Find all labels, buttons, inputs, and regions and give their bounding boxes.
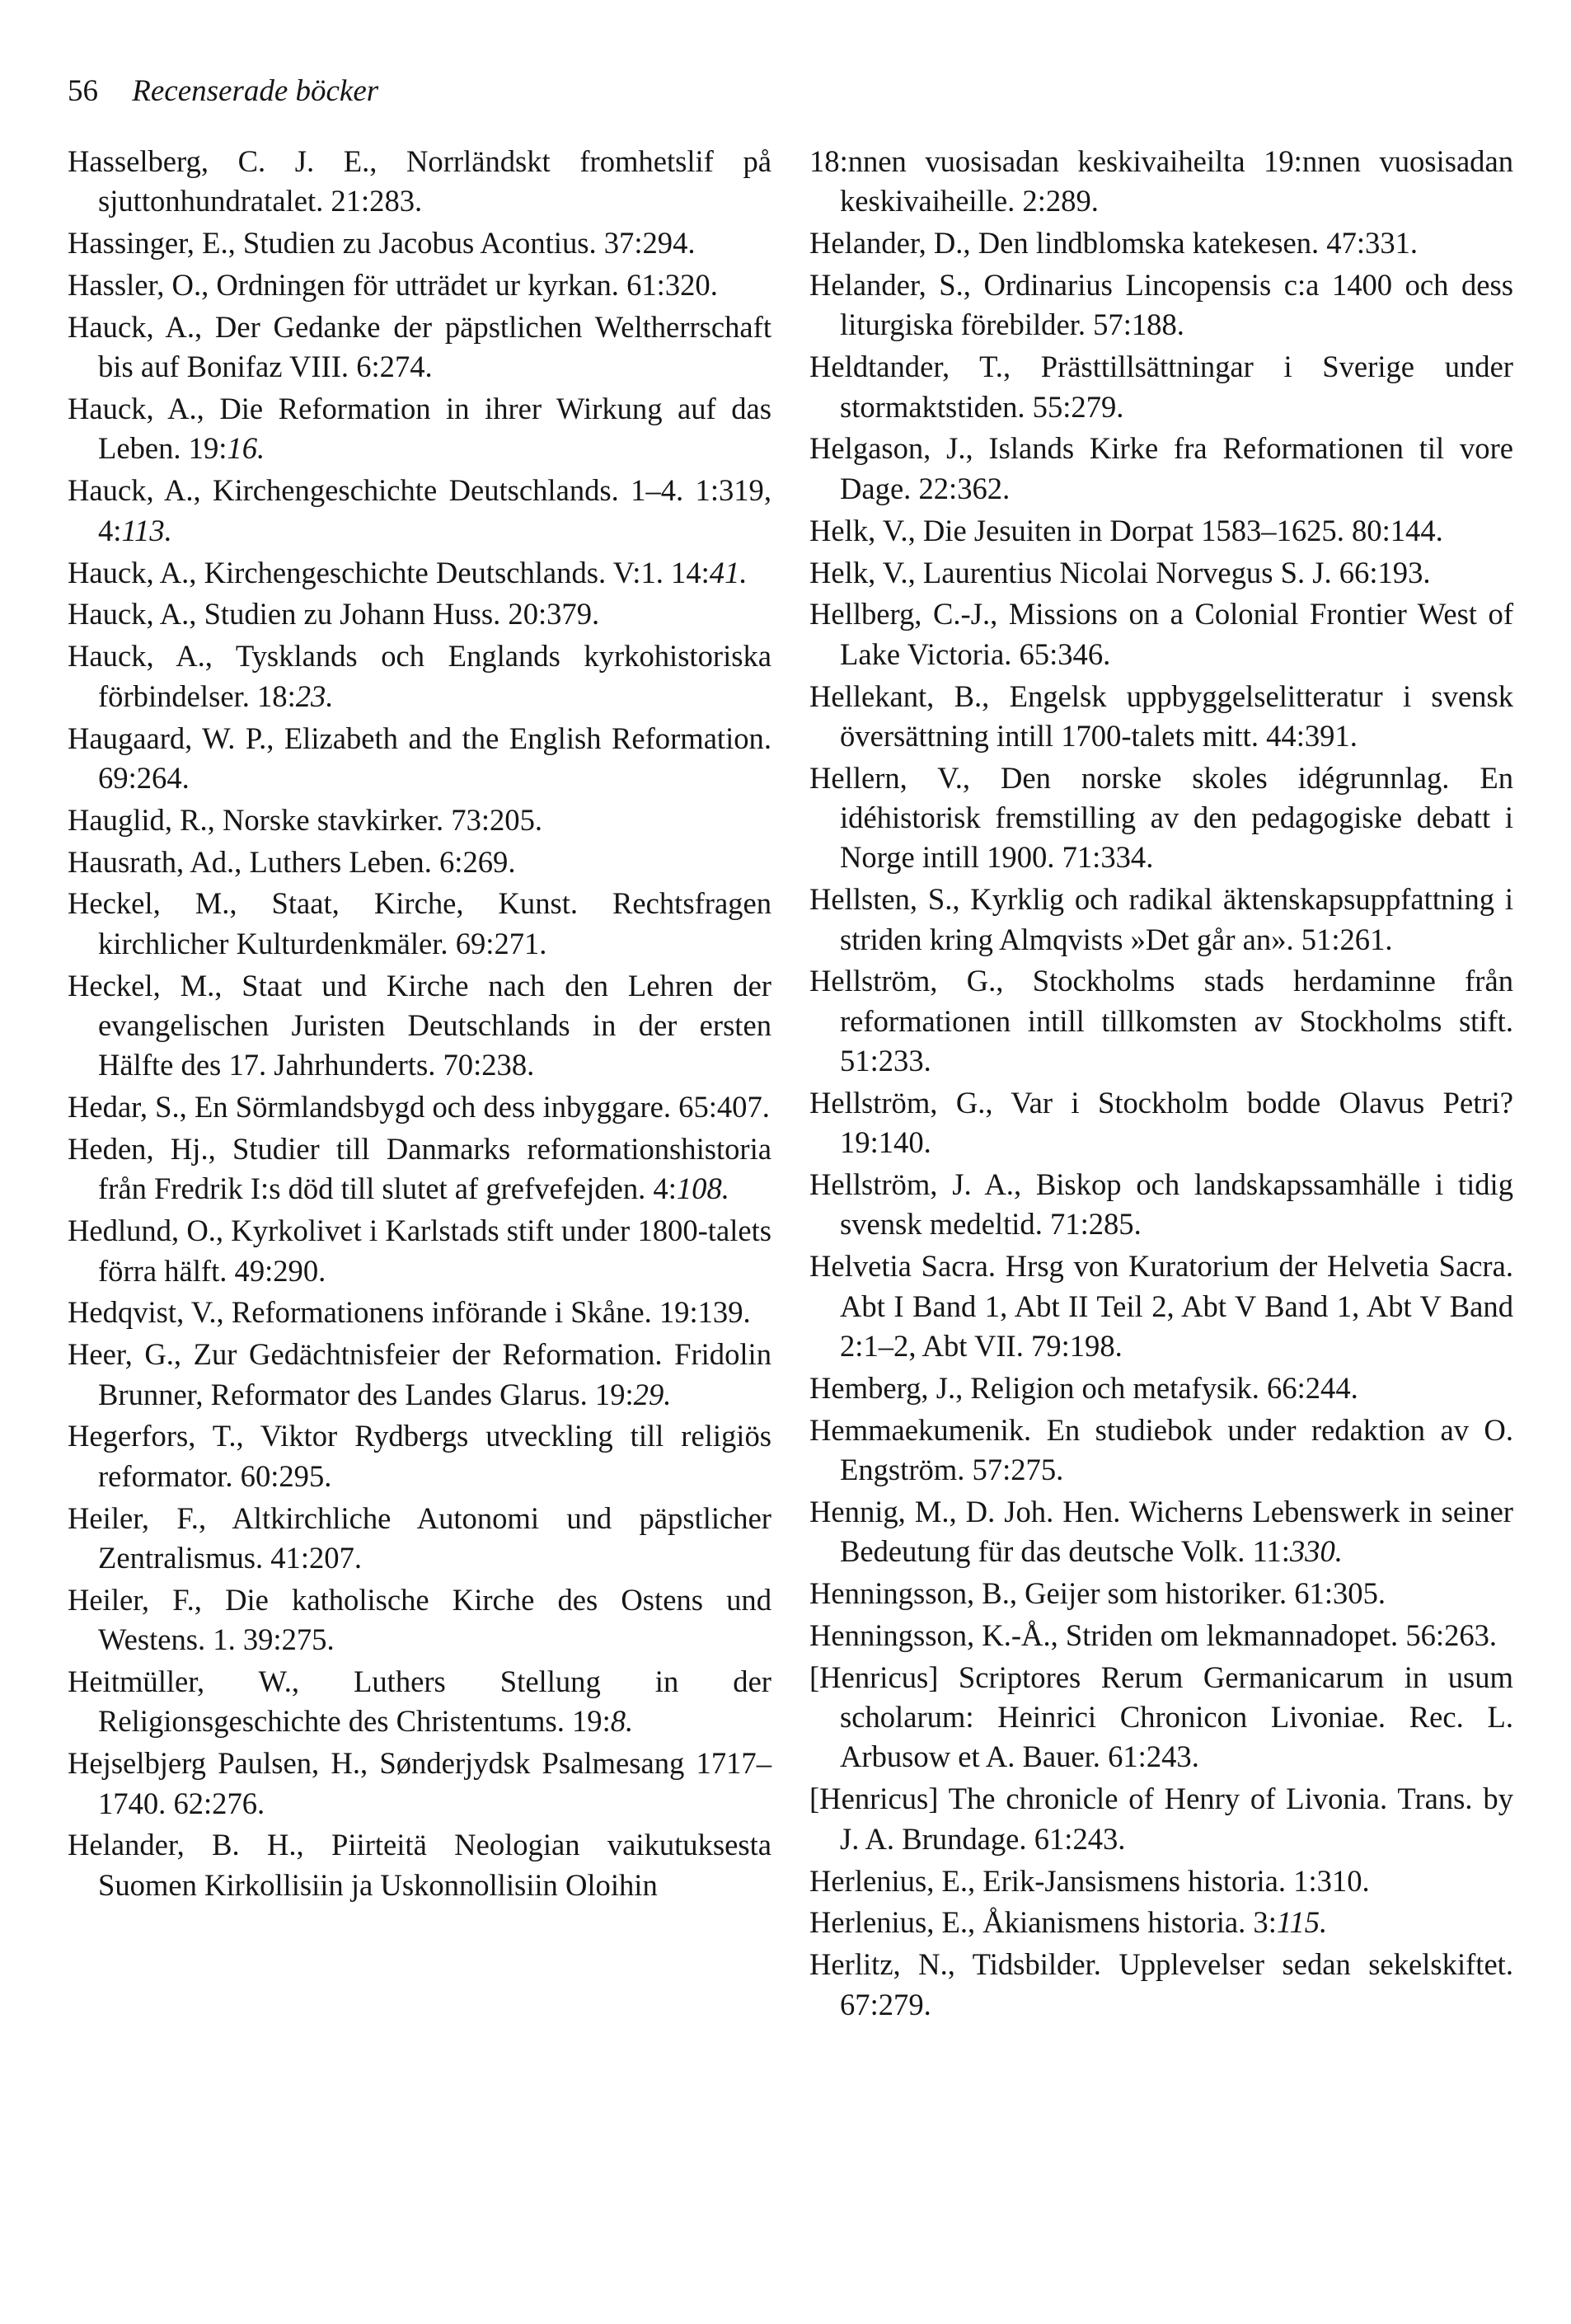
index-entry	[809, 1411, 1513, 1491]
entry-text: Hellberg, C.-J., Missions on a Colonial Frontier West of Lake Victoria. 65:346.	[809, 597, 1513, 671]
entry-text: Heiler, F., Altkirchliche Autonomi und päpstlicher Zentralismus. 41:207.	[68, 1500, 771, 1575]
entry-page-ref: 115.	[1276, 1905, 1328, 1940]
entry-text: Hejselbjerg Paulsen, H., Sønderjydsk Psalmesang 1717–1740. 62:276.	[68, 1746, 771, 1820]
entry-text: Hausrath, Ad., Luthers Leben. 6:269.	[68, 844, 516, 879]
entry-text: Hauck, A., Studien zu Johann Huss. 20:379.	[68, 597, 600, 631]
entry-text: Hellsten, S., Kyrklig och radikal äktenskapsuppfattning i striden kring Almqvists »Det går an». 51:261.	[809, 882, 1513, 956]
index-entry	[809, 1779, 1513, 1859]
index-entry	[809, 223, 1513, 263]
index-entry	[68, 966, 771, 1086]
entry-text: Hennig, M., D. Joh. Hen. Wicherns Lebenswerk in seiner Bedeutung für das deutsche Volk. 11:	[809, 1494, 1513, 1569]
index-entry	[809, 1903, 1513, 1942]
index-entry	[68, 223, 771, 263]
index-entry	[68, 308, 771, 387]
index-entry	[809, 594, 1513, 674]
entry-page-ref: 330.	[1289, 1534, 1343, 1569]
index-entry	[809, 1658, 1513, 1777]
entry-text: Helander, D., Den lindblomska katekesen. 47:331.	[809, 226, 1419, 261]
index-entry	[809, 961, 1513, 1081]
entry-text: Helgason, J., Islands Kirke fra Reformationen til vore Dage. 22:362.	[809, 431, 1513, 505]
index-entry	[68, 389, 771, 469]
index-entry	[809, 1616, 1513, 1655]
entry-text: Helander, S., Ordinarius Lincopensis c:a 1400 och dess liturgiska förebilder. 57:188.	[809, 268, 1513, 342]
entry-page-ref: 16.	[227, 431, 265, 466]
index-entry	[68, 884, 771, 964]
entry-text: Hauck, A., Kirchengeschichte Deutschlands. 1–4. 1:319, 4:	[68, 473, 771, 547]
entry-text: Hegerfors, T., Viktor Rydbergs utveckling till religiös reformator. 60:295.	[68, 1419, 771, 1493]
entry-text: Helander, B. H., Piirteitä Neologian vaikutuksesta Suomen Kirkollisiin ja Uskonnollisiin Oloihin	[68, 1828, 771, 1902]
index-entry	[809, 553, 1513, 593]
index-entry	[809, 1247, 1513, 1366]
entry-text: Hellström, G., Stockholms stads herdaminne från reformationen intill tillkomsten av Stockholms stift. 51:233.	[809, 964, 1513, 1078]
entry-text: Hassinger, E., Studien zu Jacobus Acontius. 37:294.	[68, 226, 696, 261]
index-entry	[68, 471, 771, 551]
entry-text: Haugaard, W. P., Elizabeth and the English Reformation. 69:264.	[68, 721, 771, 795]
entry-text: Hauck, A., Tysklands och Englands kyrkohistoriska förbindelser. 18:	[68, 639, 771, 713]
index-entry	[809, 1083, 1513, 1163]
entry-text: Hauck, A., Kirchengeschichte Deutschlands. V:1. 14:	[68, 555, 710, 589]
index-entry	[68, 1293, 771, 1332]
entry-text: Heden, Hj., Studier till Danmarks reformationshistoria från Fredrik I:s död till slutet af grefvefejden. 4:	[68, 1132, 771, 1206]
entry-text: Helk, V., Laurentius Nicolai Norvegus S. J. 66:193.	[809, 555, 1431, 589]
index-entry	[68, 719, 771, 799]
entry-text: Hauck, A., Die Reformation in ihrer Wirkung auf das Leben. 19:	[68, 392, 771, 466]
entry-page-ref: 8.	[610, 1704, 634, 1739]
index-entry	[68, 1499, 771, 1579]
entry-page-ref: 23.	[295, 678, 334, 713]
index-entry	[809, 1369, 1513, 1408]
entry-text: Hedqvist, V., Reformationens införande i Skåne. 19:139.	[68, 1295, 751, 1330]
entry-text: Hassler, O., Ordningen för utträdet ur kyrkan. 61:320.	[68, 268, 718, 303]
index-column-left	[68, 142, 771, 1908]
entry-text: Hellekant, B., Engelsk uppbyggelselitteratur i svensk översättning intill 1700-talets mitt. 44:391.	[809, 678, 1513, 753]
index-entry	[809, 880, 1513, 960]
entry-text: Helk, V., Die Jesuiten in Dorpat 1583–1625. 80:144.	[809, 513, 1443, 547]
index-entry	[809, 758, 1513, 878]
entry-text: Hemberg, J., Religion och metafysik. 66:244.	[809, 1370, 1358, 1405]
index-entry	[68, 265, 771, 305]
index-entry	[809, 677, 1513, 757]
index-entry	[809, 1574, 1513, 1613]
entry-page-ref: 29.	[633, 1377, 672, 1411]
index-entry	[68, 800, 771, 840]
index-entry	[68, 142, 771, 222]
entry-text: Hauglid, R., Norske stavkirker. 73:205.	[68, 802, 543, 837]
running-title: Recenserade böcker	[132, 74, 379, 108]
index-entry	[809, 511, 1513, 551]
index-column-right	[809, 142, 1513, 2027]
entry-text: Henningsson, B., Geijer som historiker. 61:305.	[809, 1576, 1386, 1611]
entry-text: Heer, G., Zur Gedächtnisfeier der Reformation. Fridolin Brunner, Reformator des Landes Glarus. 19:	[68, 1337, 771, 1411]
entry-text: 18:nnen vuosisadan keskivaiheilta 19:nnen vuosisadan keskivaiheille. 2:289.	[809, 144, 1513, 218]
entry-text: [Henricus] The chronicle of Henry of Livonia. Trans. by J. A. Brundage. 61:243.	[809, 1782, 1513, 1856]
entry-text: Hellström, G., Var i Stockholm bodde Olavus Petri? 19:140.	[809, 1085, 1513, 1160]
page-header	[68, 73, 378, 110]
index-entry	[68, 594, 771, 634]
page-number: 56	[68, 74, 98, 108]
index-entry	[68, 1744, 771, 1824]
index-entry	[68, 1580, 771, 1660]
entry-text: [Henricus] Scriptores Rerum Germanicarum in usum scholarum: Heinrici Chronicon Livoniae. Rec. L. Arbusow et A. Bauer. 61:243.	[809, 1660, 1513, 1774]
index-entry	[809, 265, 1513, 345]
entry-text: Hauck, A., Der Gedanke der päpstlichen Weltherrschaft bis auf Bonifaz VIII. 6:274.	[68, 309, 771, 384]
index-entry	[809, 1492, 1513, 1572]
entry-text: Hedar, S., En Sörmlandsbygd och dess inbyggare. 65:407.	[68, 1090, 770, 1124]
entry-text: Helvetia Sacra. Hrsg von Kuratorium der Helvetia Sacra. Abt I Band 1, Abt II Teil 2, Abt V Band 1, Abt V Band 2:1–2, Abt VII. 79:198.	[809, 1249, 1513, 1363]
entry-text: Hellern, V., Den norske skoles idégrunnlag. En idéhistorisk fremstilling av den pedagogiske debatt i Norge intill 1900. 71:334.	[809, 760, 1513, 875]
index-entry	[68, 1211, 771, 1291]
entry-text: Heldtander, T., Prästtillsättningar i Sverige under stormaktstiden. 55:279.	[809, 350, 1513, 424]
entry-text: Hedlund, O., Kyrkolivet i Karlstads stift under 1800-talets förra hälft. 49:290.	[68, 1214, 771, 1288]
index-entry	[68, 636, 771, 716]
entry-text: Herlenius, E., Åkianismens historia. 3:	[809, 1905, 1277, 1940]
entry-text: Heckel, M., Staat, Kirche, Kunst. Rechtsfragen kirchlicher Kulturdenkmäler. 69:271.	[68, 886, 771, 960]
entry-text: Heitmüller, W., Luthers Stellung in der Religionsgeschichte des Christentums. 19:	[68, 1664, 771, 1739]
entry-text: Heiler, F., Die katholische Kirche des Ostens und Westens. 1. 39:275.	[68, 1582, 771, 1657]
index-entry	[68, 1662, 771, 1742]
index-entry	[809, 1945, 1513, 2025]
index-entry	[809, 347, 1513, 427]
entry-page-ref: 113.	[121, 513, 172, 547]
index-entry	[809, 429, 1513, 509]
index-entry	[809, 1862, 1513, 1901]
index-entry	[68, 1129, 771, 1209]
entry-page-ref: 108.	[676, 1171, 729, 1206]
entry-text: Heckel, M., Staat und Kirche nach den Lehren der evangelischen Juristen Deutschlands in der ersten Hälfte des 17. Jahrhunderts. 70:238.	[68, 968, 771, 1082]
index-entry	[809, 142, 1513, 222]
entry-text: Herlenius, E., Erik-Jansismens historia. 1:310.	[809, 1863, 1370, 1898]
index-entry	[68, 843, 771, 882]
index-entry	[68, 1825, 771, 1905]
index-entry	[68, 1087, 771, 1127]
index-entry	[68, 553, 771, 593]
index-entry	[68, 1416, 771, 1496]
entry-text: Hemmaekumenik. En studiebok under redaktion av O. Engström. 57:275.	[809, 1412, 1513, 1486]
entry-text: Herlitz, N., Tidsbilder. Upplevelser sedan sekelskiftet. 67:279.	[809, 1947, 1513, 2021]
index-entry	[68, 1335, 771, 1415]
index-entry	[809, 1165, 1513, 1245]
entry-text: Hellström, J. A., Biskop och landskapssamhälle i tidig svensk medeltid. 71:285.	[809, 1167, 1513, 1242]
entry-text: Hasselberg, C. J. E., Norrländskt fromhetslif på sjuttonhundratalet. 21:283.	[68, 144, 771, 218]
entry-text: Henningsson, K.-Å., Striden om lekmannadopet. 56:263.	[809, 1617, 1498, 1652]
entry-page-ref: 41.	[709, 555, 748, 589]
